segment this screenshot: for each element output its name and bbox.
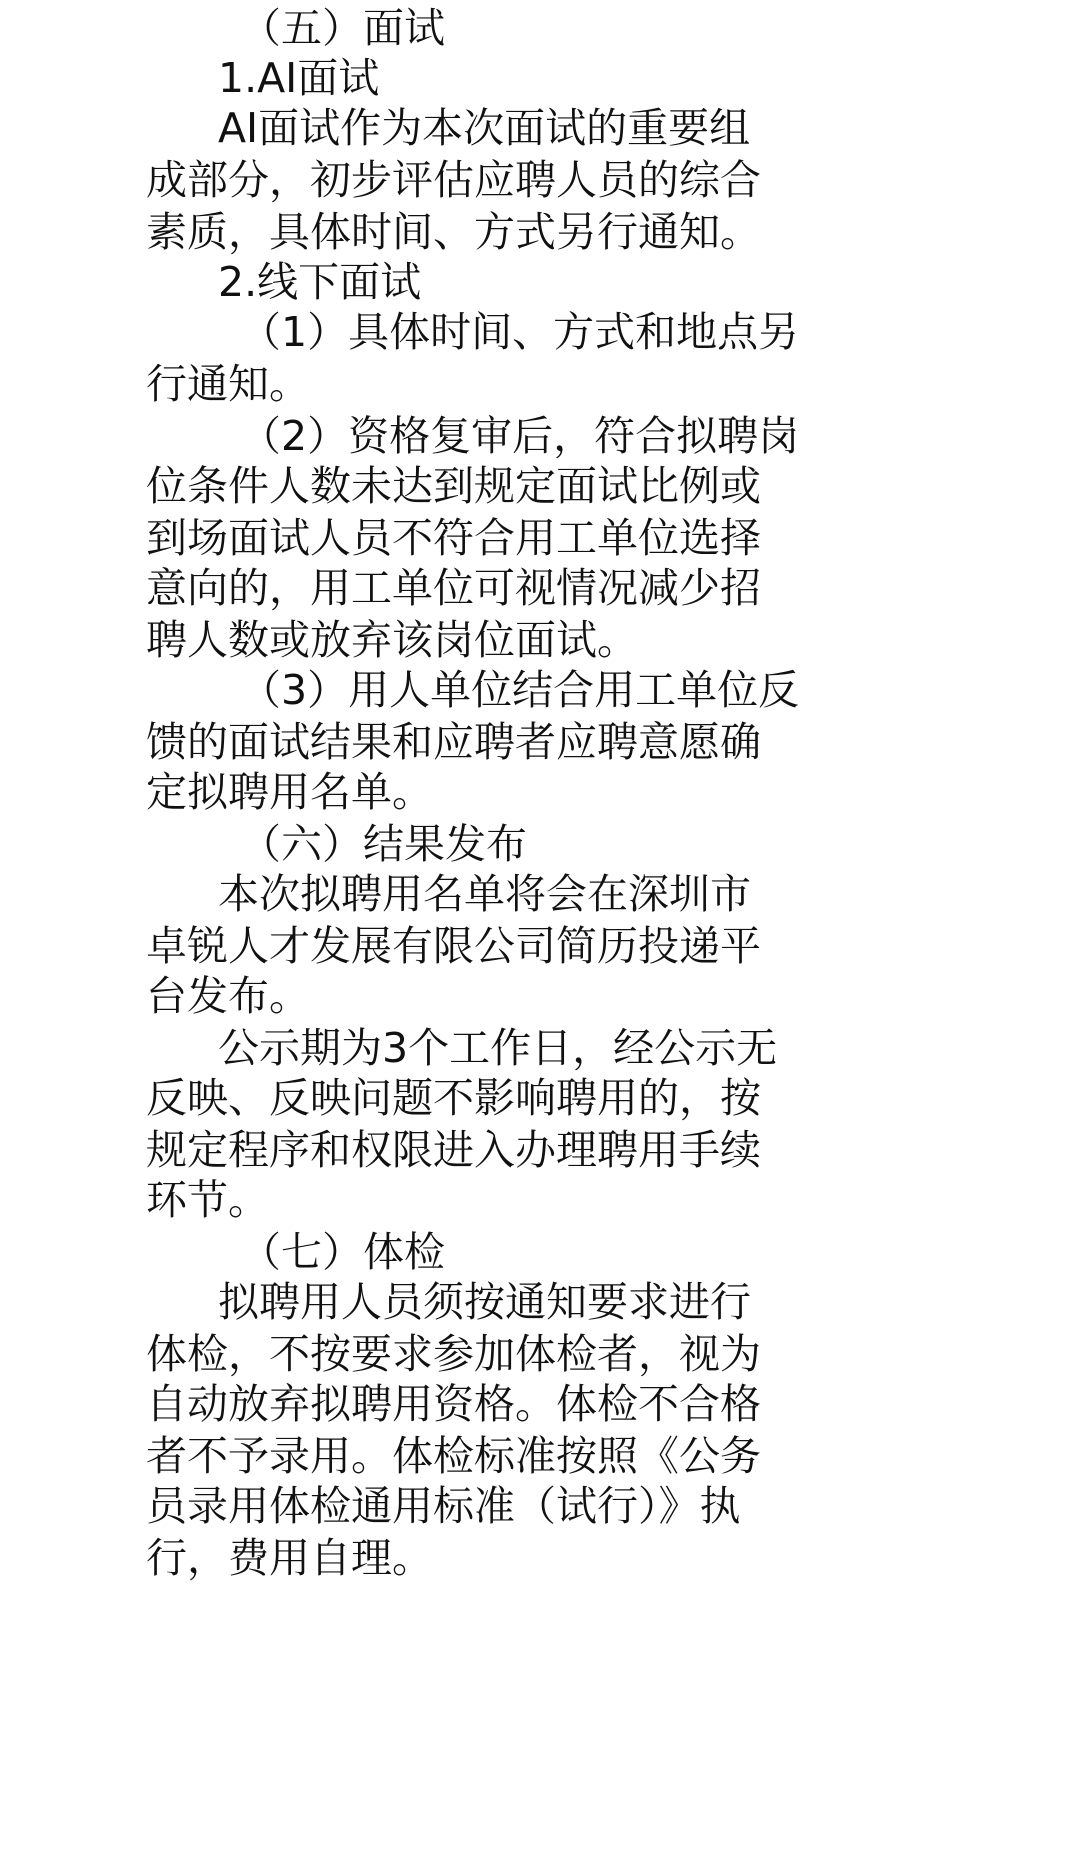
paragraph-line: 成部分，初步评估应聘人员的综合 [146,156,761,204]
paragraph-line: 位条件人数未达到规定面试比例或 [146,462,761,510]
paragraph-line: 行，费用自理。 [146,1534,433,1582]
paragraph-line: （1）具体时间、方式和地点另 [240,308,800,356]
paragraph-line: 意向的，用工单位可视情况减少招 [146,564,761,612]
paragraph-line: 员录用体检通用标准（试行）》执 [146,1482,741,1530]
section-5-heading: （五）面试 [240,4,445,52]
paragraph-line: 本次拟聘用名单将会在深圳市 [218,870,751,918]
paragraph-line: 者不予录用。体检标准按照《公务 [146,1432,761,1480]
paragraph-line: 馈的面试结果和应聘者应聘意愿确 [146,718,761,766]
paragraph-line: 规定程序和权限进入办理聘用手续 [146,1126,761,1174]
paragraph-line: 反映、反映问题不影响聘用的，按 [146,1074,761,1122]
paragraph-line: 环节。 [146,1176,269,1224]
paragraph-line: 公示期为3个工作日，经公示无 [218,1024,778,1072]
paragraph-line: 到场面试人员不符合用工单位选择 [146,514,761,562]
paragraph-line: 卓锐人才发展有限公司简历投递平 [146,922,761,970]
paragraph-line: 拟聘用人员须按通知要求进行 [218,1278,751,1326]
section-6-heading: （六）结果发布 [240,820,527,868]
paragraph-line: 自动放弃拟聘用资格。体检不合格 [146,1380,761,1428]
paragraph-line: 台发布。 [146,972,310,1020]
section-7-heading: （七）体检 [240,1228,445,1276]
paragraph-line: （3）用人单位结合用工单位反 [240,666,800,714]
paragraph-line: 聘人数或放弃该岗位面试。 [146,616,638,664]
paragraph-line: AI面试作为本次面试的重要组 [218,104,751,152]
paragraph-line: （2）资格复审后，符合拟聘岗 [240,412,800,460]
paragraph-line: 定拟聘用名单。 [146,768,433,816]
paragraph-line: 行通知。 [146,360,310,408]
paragraph-line: 素质，具体时间、方式另行通知。 [146,208,761,256]
paragraph-line: 体检，不按要求参加体检者，视为 [146,1330,761,1378]
offline-interview-heading: 2.线下面试 [218,258,422,306]
ai-interview-heading: 1.AI面试 [218,54,380,102]
